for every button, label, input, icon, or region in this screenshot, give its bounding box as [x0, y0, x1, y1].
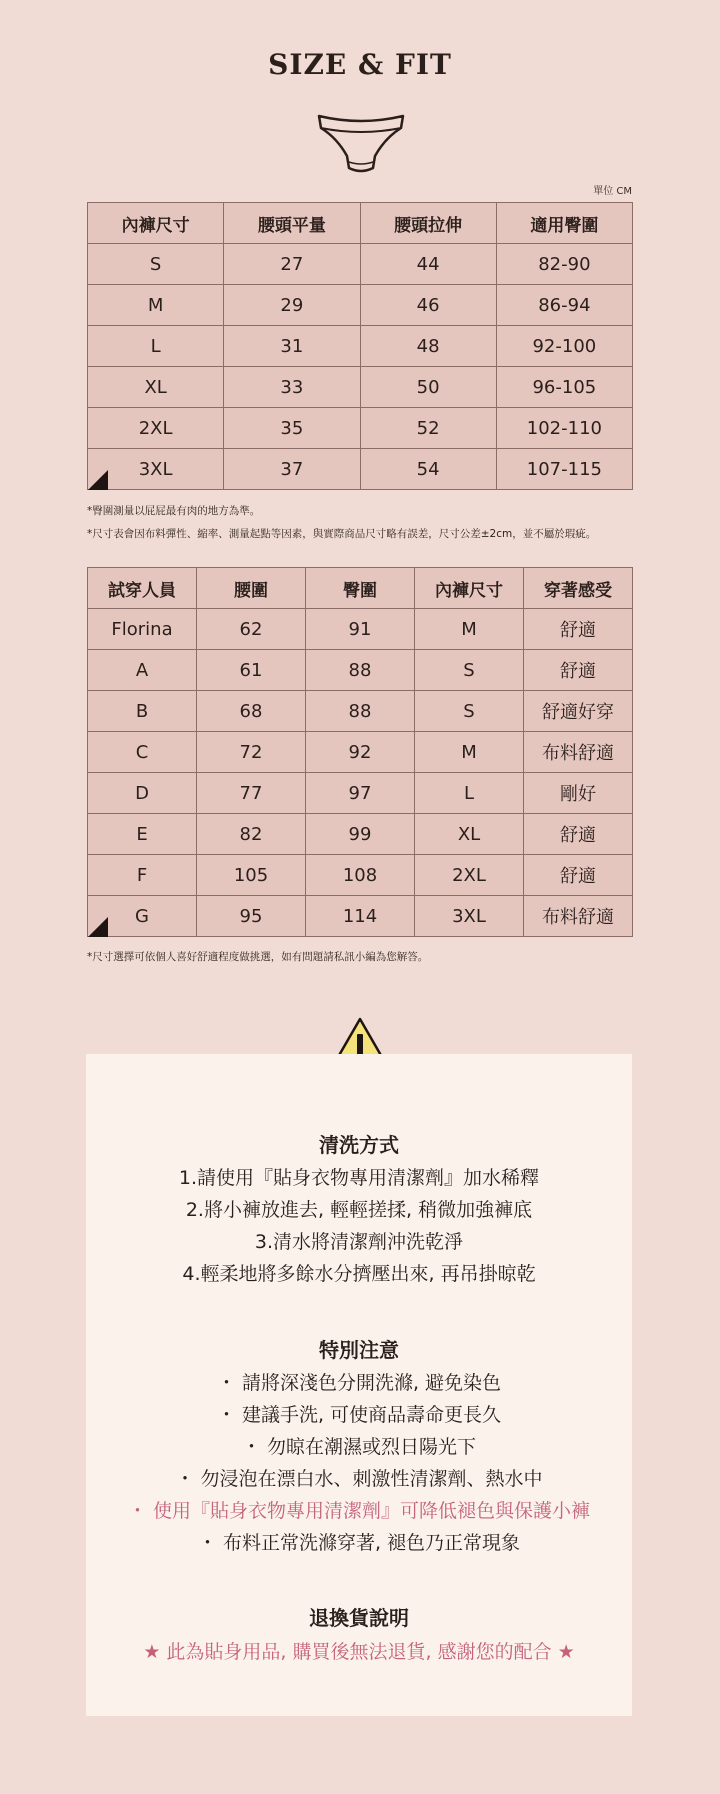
- table-row: [88, 896, 633, 937]
- notice-item: ・ 勿浸泡在漂白水、刺激性清潔劑、熱水中: [175, 1468, 543, 1490]
- table-cell: 88: [306, 691, 415, 732]
- table-row: [88, 244, 633, 285]
- column-header: 內褲尺寸: [415, 568, 524, 609]
- table-row: [88, 326, 633, 367]
- table-cell: 37: [224, 449, 360, 490]
- table-cell: 31: [224, 326, 360, 367]
- table-cell: M: [415, 732, 524, 773]
- table-cell: XL: [415, 814, 524, 855]
- table-cell: 35: [224, 408, 360, 449]
- wash-title: 清洗方式: [319, 1133, 399, 1157]
- table-row: [88, 855, 633, 896]
- column-header: 試穿人員: [88, 568, 197, 609]
- table-cell: E: [88, 814, 197, 855]
- notice-title: 特別注意: [319, 1338, 399, 1362]
- table-cell: 2XL: [415, 855, 524, 896]
- size-note-1: *臀圍測量以屁屁最有肉的地方為準。: [87, 505, 261, 517]
- notice-item: ・ 布料正常洗滌穿著, 褪色乃正常現象: [197, 1532, 521, 1554]
- column-header: 適用臀圍: [496, 203, 632, 244]
- table-cell: 29: [224, 285, 360, 326]
- notice-item: ・ 勿晾在潮濕或烈日陽光下: [241, 1436, 477, 1458]
- column-header: 內褲尺寸: [88, 203, 224, 244]
- column-header: 腰圍: [197, 568, 306, 609]
- table-cell: 52: [360, 408, 496, 449]
- table-row: [88, 609, 633, 650]
- table-cell: 92: [306, 732, 415, 773]
- table-header-row: [88, 203, 633, 244]
- table-row: [88, 650, 633, 691]
- table-cell: 舒適: [524, 855, 633, 896]
- table-cell: 107-115: [496, 449, 632, 490]
- table-cell: 3XL: [88, 449, 224, 490]
- table-cell: 96-105: [496, 367, 632, 408]
- table-cell: S: [88, 244, 224, 285]
- column-header: 臀圍: [306, 568, 415, 609]
- notice-item: ・ 請將深淺色分開洗滌, 避免染色: [216, 1372, 502, 1394]
- table-row: [88, 814, 633, 855]
- table-corner-mark: [88, 470, 108, 490]
- table-header-row: [88, 568, 633, 609]
- table-cell: 舒適: [524, 650, 633, 691]
- table-cell: 50: [360, 367, 496, 408]
- wash-step: 1.請使用『貼身衣物專用清潔劑』加水稀釋: [178, 1167, 540, 1189]
- table-cell: 102-110: [496, 408, 632, 449]
- table-row: [88, 367, 633, 408]
- table-cell: 舒適: [524, 814, 633, 855]
- table-cell: 舒適好穿: [524, 691, 633, 732]
- table-cell: 97: [306, 773, 415, 814]
- table-corner-mark: [88, 917, 108, 937]
- table-cell: 剛好: [524, 773, 633, 814]
- table-cell: 62: [197, 609, 306, 650]
- table-cell: 44: [360, 244, 496, 285]
- briefs-outline-icon: [315, 110, 407, 176]
- table-cell: C: [88, 732, 197, 773]
- table-cell: Florina: [88, 609, 197, 650]
- unit-label: 單位 CM: [593, 186, 632, 197]
- table-cell: 布料舒適: [524, 896, 633, 937]
- table-cell: 46: [360, 285, 496, 326]
- page-title: SIZE & FIT: [268, 48, 452, 81]
- table-cell: A: [88, 650, 197, 691]
- table-row: [88, 285, 633, 326]
- table-cell: L: [415, 773, 524, 814]
- table-cell: D: [88, 773, 197, 814]
- wash-step: 2.將小褲放進去, 輕輕搓揉, 稍微加強褲底: [185, 1199, 533, 1221]
- table-cell: 舒適: [524, 609, 633, 650]
- table-cell: F: [88, 855, 197, 896]
- table-cell: 27: [224, 244, 360, 285]
- table-cell: S: [415, 650, 524, 691]
- notice-item: ・ 建議手洗, 可使商品壽命更長久: [216, 1404, 502, 1426]
- fit-note: *尺寸選擇可依個人喜好舒適程度做挑選，如有問題請私訊小編為您解答。: [87, 951, 429, 963]
- return-policy-text: ★ 此為貼身用品, 購買後無法退貨, 感謝您的配合 ★: [143, 1641, 575, 1663]
- column-header: 腰頭平量: [224, 203, 360, 244]
- table-cell: 布料舒適: [524, 732, 633, 773]
- table-cell: 33: [224, 367, 360, 408]
- table-cell: 86-94: [496, 285, 632, 326]
- column-header: 穿著感受: [524, 568, 633, 609]
- table-cell: 88: [306, 650, 415, 691]
- notice-item-highlight: ・ 使用『貼身衣物專用清潔劑』可降低褪色與保護小褲: [127, 1500, 591, 1522]
- table-cell: G: [88, 896, 197, 937]
- table-cell: 61: [197, 650, 306, 691]
- return-title: 退換貨說明: [309, 1606, 409, 1630]
- table-cell: 54: [360, 449, 496, 490]
- column-header: 腰頭拉伸: [360, 203, 496, 244]
- size-note-2: *尺寸表會因布料彈性、縮率、測量起點等因素，與實際商品尺寸略有誤差，尺寸公差±2cm，並不屬於瑕疵。: [87, 528, 597, 540]
- table-cell: 108: [306, 855, 415, 896]
- table-row: [88, 691, 633, 732]
- table-cell: 91: [306, 609, 415, 650]
- table-cell: 77: [197, 773, 306, 814]
- table-cell: S: [415, 691, 524, 732]
- table-cell: 105: [197, 855, 306, 896]
- table-cell: L: [88, 326, 224, 367]
- wash-step: 4.輕柔地將多餘水分擠壓出來, 再吊掛晾乾: [182, 1263, 536, 1285]
- table-row: [88, 773, 633, 814]
- table-row: [88, 732, 633, 773]
- table-cell: 3XL: [415, 896, 524, 937]
- wash-step: 3.清水將清潔劑沖洗乾淨: [254, 1231, 464, 1253]
- table-cell: 95: [197, 896, 306, 937]
- care-instructions-card: [86, 1054, 632, 1716]
- table-cell: 99: [306, 814, 415, 855]
- table-cell: M: [415, 609, 524, 650]
- table-row: [88, 449, 633, 490]
- table-cell: 48: [360, 326, 496, 367]
- table-cell: 114: [306, 896, 415, 937]
- table-row: [88, 408, 633, 449]
- table-cell: 2XL: [88, 408, 224, 449]
- size-chart-table: [87, 202, 633, 490]
- table-cell: XL: [88, 367, 224, 408]
- table-cell: 92-100: [496, 326, 632, 367]
- table-cell: 82: [197, 814, 306, 855]
- table-cell: 68: [197, 691, 306, 732]
- table-cell: M: [88, 285, 224, 326]
- fit-test-table: [87, 567, 633, 937]
- table-cell: B: [88, 691, 197, 732]
- table-cell: 72: [197, 732, 306, 773]
- table-cell: 82-90: [496, 244, 632, 285]
